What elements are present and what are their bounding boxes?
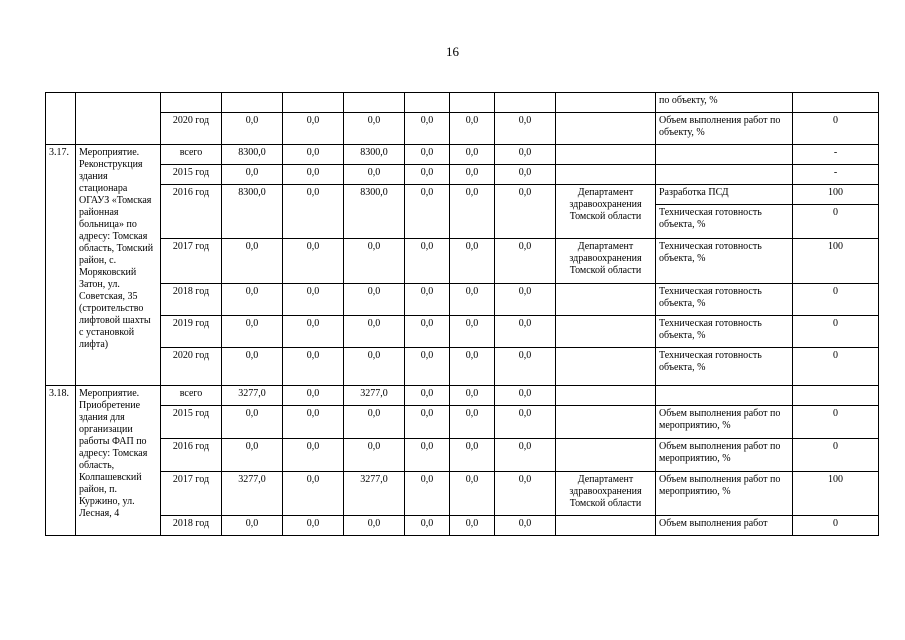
value-cell: 0,0 <box>405 386 450 406</box>
value-cell: 0,0 <box>344 439 405 472</box>
value-cell: 0,0 <box>450 165 495 185</box>
value-cell: 0,0 <box>495 145 556 165</box>
value-cell: 0,0 <box>495 472 556 516</box>
value-cell: 0,0 <box>495 165 556 185</box>
value-cell: 0,0 <box>405 316 450 348</box>
value-cell: 0,0 <box>344 348 405 386</box>
item-name-cell: Мероприятие. Приобретение здания для организации работы ФАП по адресу: Томская область, Колпашевский район, п. Куржино, ул. Лесная, 4 <box>76 386 161 536</box>
value-cell: 0,0 <box>344 165 405 185</box>
department-cell <box>556 93 656 113</box>
value-cell <box>405 93 450 113</box>
value-cell: 8300,0 <box>222 185 283 239</box>
indicator-cell: Техническая готовность объекта, % <box>656 284 793 316</box>
year-cell: 2019 год <box>161 316 222 348</box>
value-cell: 0,0 <box>450 406 495 439</box>
value-cell: 0,0 <box>450 516 495 536</box>
value-cell: 3277,0 <box>344 386 405 406</box>
table-row <box>46 165 879 185</box>
value-cell: 0,0 <box>222 406 283 439</box>
indicator-cell: Техническая готовность объекта, % <box>656 348 793 386</box>
value-cell <box>222 93 283 113</box>
result-cell: - <box>793 145 879 165</box>
item-name-cell <box>76 93 161 145</box>
result-cell: 0 <box>793 516 879 536</box>
value-cell <box>450 93 495 113</box>
value-cell: 0,0 <box>495 113 556 145</box>
value-cell: 0,0 <box>450 348 495 386</box>
table-row <box>46 185 879 205</box>
table-body <box>46 93 879 536</box>
item-number-cell <box>46 93 76 145</box>
result-cell: 0 <box>793 348 879 386</box>
department-cell: Департамент здравоохранения Томской области <box>556 185 656 239</box>
value-cell: 0,0 <box>405 185 450 239</box>
value-cell: 0,0 <box>405 145 450 165</box>
indicator-cell: Техническая готовность объекта, % <box>656 316 793 348</box>
value-cell: 0,0 <box>450 386 495 406</box>
table-row <box>46 472 879 516</box>
value-cell: 3277,0 <box>344 472 405 516</box>
department-cell: Департамент здравоохранения Томской области <box>556 239 656 284</box>
department-cell <box>556 165 656 185</box>
result-cell: 100 <box>793 185 879 205</box>
value-cell: 0,0 <box>495 284 556 316</box>
indicator-cell: Техническая готовность объекта, % <box>656 239 793 284</box>
value-cell: 0,0 <box>495 439 556 472</box>
value-cell: 0,0 <box>344 113 405 145</box>
value-cell: 0,0 <box>405 406 450 439</box>
indicator-cell: Объем выполнения работ по мероприятию, % <box>656 406 793 439</box>
value-cell: 0,0 <box>405 284 450 316</box>
value-cell: 0,0 <box>222 165 283 185</box>
value-cell: 0,0 <box>405 239 450 284</box>
table-row <box>46 93 879 113</box>
year-cell: всего <box>161 386 222 406</box>
value-cell: 0,0 <box>222 113 283 145</box>
value-cell: 8300,0 <box>344 185 405 239</box>
value-cell: 0,0 <box>405 472 450 516</box>
indicator-cell <box>656 145 793 165</box>
value-cell: 0,0 <box>344 316 405 348</box>
result-cell: 100 <box>793 239 879 284</box>
value-cell: 0,0 <box>344 406 405 439</box>
value-cell <box>283 93 344 113</box>
value-cell: 0,0 <box>344 284 405 316</box>
year-cell: 2020 год <box>161 113 222 145</box>
year-cell: 2017 год <box>161 239 222 284</box>
table-row <box>46 348 879 386</box>
value-cell: 0,0 <box>405 439 450 472</box>
value-cell: 0,0 <box>405 516 450 536</box>
value-cell: 0,0 <box>495 406 556 439</box>
value-cell: 0,0 <box>283 185 344 239</box>
result-cell: 0 <box>793 113 879 145</box>
year-cell: всего <box>161 145 222 165</box>
value-cell: 0,0 <box>283 472 344 516</box>
result-cell: 0 <box>793 316 879 348</box>
value-cell: 8300,0 <box>344 145 405 165</box>
value-cell: 0,0 <box>222 439 283 472</box>
value-cell: 0,0 <box>450 239 495 284</box>
value-cell: 0,0 <box>495 386 556 406</box>
year-cell: 2016 год <box>161 185 222 239</box>
department-cell <box>556 516 656 536</box>
year-cell <box>161 93 222 113</box>
value-cell: 0,0 <box>283 239 344 284</box>
department-cell <box>556 284 656 316</box>
value-cell: 3277,0 <box>222 472 283 516</box>
department-cell: Департамент здравоохранения Томской области <box>556 472 656 516</box>
table-row <box>46 284 879 316</box>
department-cell <box>556 439 656 472</box>
value-cell: 0,0 <box>222 284 283 316</box>
value-cell: 0,0 <box>450 439 495 472</box>
indicator-cell <box>656 386 793 406</box>
indicator-cell: по объекту, % <box>656 93 793 113</box>
value-cell: 0,0 <box>222 316 283 348</box>
result-cell: 0 <box>793 439 879 472</box>
department-cell <box>556 316 656 348</box>
value-cell: 0,0 <box>283 439 344 472</box>
value-cell: 0,0 <box>450 113 495 145</box>
value-cell: 0,0 <box>222 516 283 536</box>
value-cell: 0,0 <box>450 284 495 316</box>
value-cell: 0,0 <box>405 165 450 185</box>
item-name-cell: Мероприятие. Реконструкция здания стационара ОГАУЗ «Томская районная больница» по адресу: Томская область, Томский район, с. Моряковский Затон, ул. Советская, 35 (строительство лифтовой шахты с установкой лифта) <box>76 145 161 386</box>
indicator-cell: Объем выполнения работ по мероприятию, % <box>656 439 793 472</box>
value-cell: 0,0 <box>405 348 450 386</box>
result-cell: 0 <box>793 205 879 239</box>
table-row <box>46 113 879 145</box>
department-cell <box>556 406 656 439</box>
value-cell: 0,0 <box>344 516 405 536</box>
result-cell: 0 <box>793 284 879 316</box>
result-cell <box>793 93 879 113</box>
item-number-cell: 3.18. <box>46 386 76 536</box>
value-cell: 0,0 <box>222 239 283 284</box>
value-cell: 0,0 <box>283 516 344 536</box>
value-cell: 0,0 <box>495 516 556 536</box>
result-cell: 0 <box>793 406 879 439</box>
value-cell: 0,0 <box>495 316 556 348</box>
value-cell <box>344 93 405 113</box>
value-cell: 0,0 <box>283 165 344 185</box>
department-cell <box>556 386 656 406</box>
table-row <box>46 516 879 536</box>
item-number-cell: 3.17. <box>46 145 76 386</box>
program-table <box>45 92 879 536</box>
indicator-cell: Техническая готовность объекта, % <box>656 205 793 239</box>
year-cell: 2017 год <box>161 472 222 516</box>
year-cell: 2015 год <box>161 165 222 185</box>
table-row <box>46 439 879 472</box>
indicator-cell <box>656 165 793 185</box>
value-cell: 0,0 <box>283 386 344 406</box>
year-cell: 2018 год <box>161 284 222 316</box>
department-cell <box>556 348 656 386</box>
value-cell: 0,0 <box>222 348 283 386</box>
value-cell: 0,0 <box>283 348 344 386</box>
value-cell: 0,0 <box>344 239 405 284</box>
result-cell: 100 <box>793 472 879 516</box>
table-row <box>46 406 879 439</box>
indicator-cell: Разработка ПСД <box>656 185 793 205</box>
table-row <box>46 239 879 284</box>
value-cell: 0,0 <box>283 316 344 348</box>
value-cell: 3277,0 <box>222 386 283 406</box>
value-cell: 0,0 <box>405 113 450 145</box>
value-cell: 0,0 <box>450 472 495 516</box>
value-cell <box>495 93 556 113</box>
value-cell: 0,0 <box>283 406 344 439</box>
year-cell: 2015 год <box>161 406 222 439</box>
indicator-cell: Объем выполнения работ <box>656 516 793 536</box>
value-cell: 0,0 <box>450 145 495 165</box>
year-cell: 2016 год <box>161 439 222 472</box>
value-cell: 0,0 <box>495 348 556 386</box>
table-row <box>46 145 879 165</box>
department-cell <box>556 113 656 145</box>
year-cell: 2020 год <box>161 348 222 386</box>
value-cell: 0,0 <box>450 185 495 239</box>
value-cell: 0,0 <box>283 113 344 145</box>
result-cell <box>793 386 879 406</box>
indicator-cell: Объем выполнения работ по объекту, % <box>656 113 793 145</box>
result-cell: - <box>793 165 879 185</box>
table-row <box>46 316 879 348</box>
table-row <box>46 386 879 406</box>
year-cell: 2018 год <box>161 516 222 536</box>
department-cell <box>556 145 656 165</box>
indicator-cell: Объем выполнения работ по мероприятию, % <box>656 472 793 516</box>
value-cell: 8300,0 <box>222 145 283 165</box>
value-cell: 0,0 <box>495 185 556 239</box>
page-number: 16 <box>446 44 459 59</box>
value-cell: 0,0 <box>283 145 344 165</box>
value-cell: 0,0 <box>495 239 556 284</box>
value-cell: 0,0 <box>283 284 344 316</box>
value-cell: 0,0 <box>450 316 495 348</box>
